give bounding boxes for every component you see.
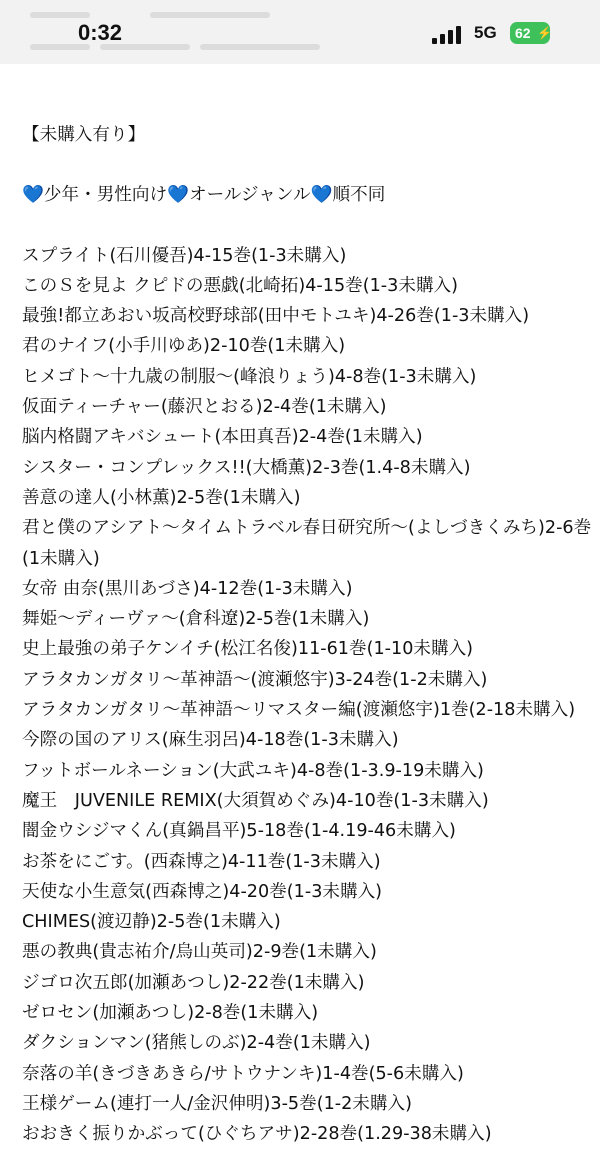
category-line (22, 180, 592, 210)
manga-list-item: ジゴロ次五郎(加瀬あつし)2-22巻(1未購入) (22, 972, 365, 993)
notification-ghost-line (200, 44, 320, 50)
battery-percent: 62 (515, 25, 531, 41)
manga-list-item: 闇金ウシジマくん(真鍋昌平)5-18巻(1-4.19-46未購入) (22, 821, 456, 842)
note-heading: 【未購入有り】 (22, 125, 146, 145)
manga-list-item: このＳを見よ クピドの悪戯(北崎拓)4-15巻(1-3未購入) (22, 275, 458, 296)
battery-icon (510, 22, 550, 44)
manga-list-item: 女帝 由奈(黒川あづさ)4-12巻(1-3未購入) (22, 578, 353, 599)
manga-list-item: 最強!都立あおい坂高校野球部(田中モトユキ)4-26巻(1-3未購入) (22, 306, 530, 327)
manga-list-item: フットボールネーション(大武ユキ)4-8巻(1-3.9-19未購入) (22, 760, 484, 781)
manga-list-item: ヒメゴト～十九歳の制服～(峰浪りょう)4-8巻(1-3未購入) (22, 366, 477, 387)
manga-list-item: ダクションマン(猪熊しのぶ)2-4巻(1未購入) (22, 1033, 371, 1054)
manga-list-item: アラタカンガタリ～革神語～(渡瀬悠宇)3-24巻(1-2未購入) (22, 669, 488, 690)
blue-heart-icon: 💙 (22, 185, 44, 206)
manga-list-item: 魔王 JUVENILE REMIX(大須賀めぐみ)4-10巻(1-3未購入) (22, 790, 489, 811)
category-order: 順不同 (332, 185, 386, 206)
manga-list-item: 舞姫～ディーヴァ～(倉科遼)2-5巻(1未購入) (22, 609, 370, 630)
manga-list-item: スプライト(石川優吾)4-15巻(1-3未購入) (22, 245, 347, 266)
status-bar (0, 0, 600, 64)
note-body[interactable] (22, 120, 592, 1150)
notification-ghost-line (150, 12, 270, 18)
blue-heart-icon: 💙 (167, 185, 190, 206)
category-genre: オールジャンル (189, 185, 311, 206)
manga-list-item: 悪の教典(貴志祐介/烏山英司)2-9巻(1未購入) (22, 942, 377, 963)
manga-list-item: CHIMES(渡辺静)2-5巻(1未購入) (22, 912, 281, 933)
manga-list-item: 今際の国のアリス(麻生羽呂)4-18巻(1-3未購入) (22, 730, 399, 751)
manga-list (22, 241, 592, 1150)
manga-list-item: ゼロセン(加瀬あつし)2-8巻(1未購入) (22, 1003, 319, 1024)
category-audience: 少年・男性向け (43, 185, 168, 206)
manga-list-item: シスター・コンプレックス!!(大橋薫)2-3巻(1.4-8未購入) (22, 457, 471, 478)
network-type: 5G (474, 23, 497, 42)
manga-list-item: 仮面ティーチャー(藤沢とおる)2-4巻(1未購入) (22, 397, 387, 418)
manga-list-item: 君のナイフ(小手川ゆあ)2-10巻(1未購入) (22, 336, 346, 357)
manga-list-item: 天使な小生意気(西森博之)4-20巻(1-3未購入) (22, 881, 383, 902)
clock: 0:32 (78, 20, 123, 45)
manga-list-item: アラタカンガタリ～革神語～リマスター編(渡瀬悠宇)1巻(2-18未購入) (22, 700, 576, 721)
manga-list-item: おおきく振りかぶって(ひぐちアサ)2-28巻(1.29-38未購入) (22, 1124, 492, 1145)
manga-list-item: 君と僕のアシアト～タイムトラベル春日研究所～(よしづきくみち)2-6巻(1未購入) (22, 518, 592, 569)
cellular-signal-icon (432, 26, 462, 44)
manga-list-item: 善意の達人(小林薫)2-5巻(1未購入) (22, 487, 301, 508)
charging-bolt-icon: ⚡ (537, 26, 552, 40)
blue-heart-icon: 💙 (310, 185, 333, 206)
manga-list-item: 奈落の羊(きづきあきら/サトウナンキ)1-4巻(5-6未購入) (22, 1063, 464, 1084)
manga-list-item: 史上最強の弟子ケンイチ(松江名俊)11-61巻(1-10未購入) (22, 639, 474, 660)
manga-list-item: お茶をにごす。(西森博之)4-11巻(1-3未購入) (22, 851, 381, 872)
notification-ghost-line (30, 12, 90, 18)
manga-list-item: 王様ゲーム(連打一人/金沢伸明)3-5巻(1-2未購入) (22, 1093, 412, 1114)
manga-list-item: 脳内格闘アキバシュート(本田真吾)2-4巻(1未購入) (22, 427, 423, 448)
